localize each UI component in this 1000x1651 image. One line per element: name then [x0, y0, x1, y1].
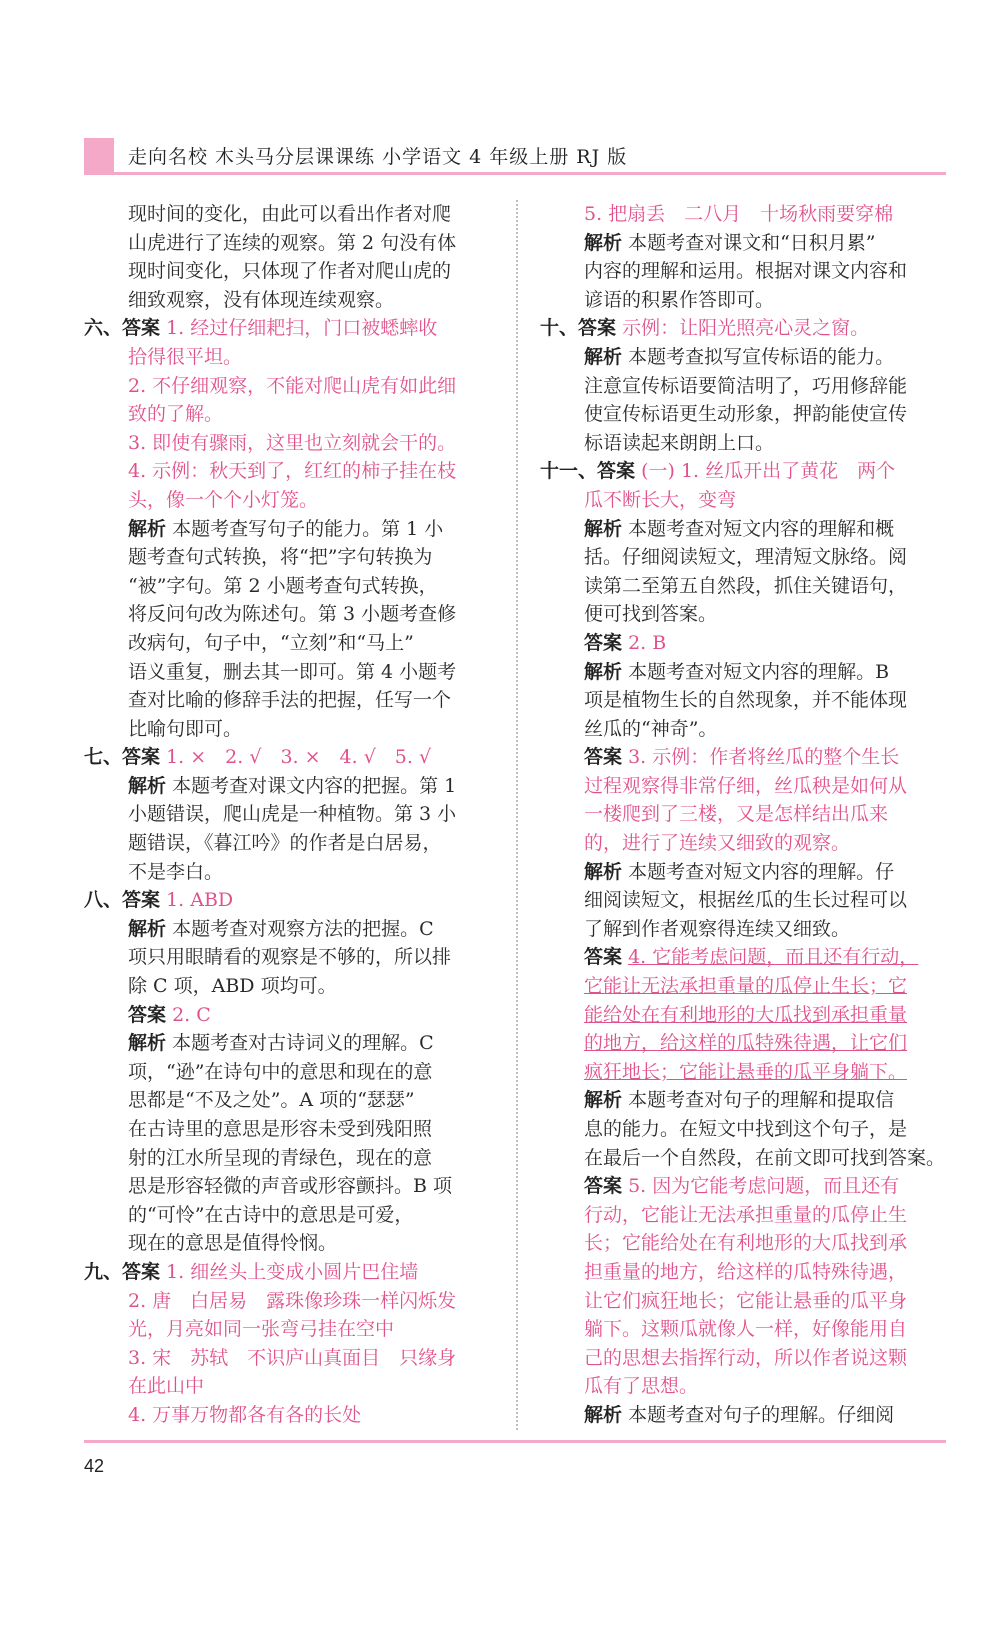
text-line: [84, 286, 494, 315]
text-line: [540, 858, 950, 887]
answer-text: 5. 把扇丢 二八月 十场秋雨要穿棉: [584, 203, 894, 225]
answer-text: 瓜有了思想。: [584, 1375, 699, 1398]
line-text: 题考查句式转换，将“把”字句转换为: [128, 546, 433, 569]
text-line: [84, 429, 494, 458]
answer-text: 它能让无法承担重量的瓜停止生长；它: [584, 975, 908, 998]
text-line: [540, 915, 950, 944]
analysis-label: 解析: [128, 917, 167, 940]
text-line: [540, 457, 950, 486]
section-number: 八、: [84, 889, 123, 912]
column-divider: [516, 200, 518, 1430]
text-line: [84, 1401, 494, 1430]
text-line: [540, 372, 950, 401]
answer-label: 答案: [122, 746, 161, 769]
line-text: 小题错误，爬山虎是一种植物。第 3 小: [128, 803, 457, 826]
analysis-label: 解析: [584, 860, 623, 883]
line-text: 项只用眼睛看的观察是不够的，所以排: [128, 946, 452, 969]
answer-text: 让它们疯狂地长；它能让悬垂的瓜平身: [584, 1289, 908, 1312]
text-line: [540, 515, 950, 544]
answer-text: 疯狂地长；它能让悬垂的瓜平身躺下。: [584, 1060, 908, 1083]
answer-text: 致的了解。: [128, 403, 224, 426]
text-line: [84, 543, 494, 572]
text-line: [84, 829, 494, 858]
line-text: 现在的意思是值得怜悯。: [128, 1232, 338, 1255]
line-text: 谚语的积累作答即可。: [584, 288, 775, 311]
analysis-text: 本题考查写句子的能力。第 1 小: [172, 517, 444, 540]
section-number: 十、: [540, 317, 579, 340]
answer-text: 光，月亮如同一张弯弓挂在空中: [128, 1318, 395, 1341]
text-line: [540, 829, 950, 858]
answer-label: 答案: [122, 889, 161, 912]
text-line: [84, 915, 494, 944]
analysis-label: 解析: [584, 345, 623, 368]
line-text: 括。仔细阅读短文，理清短文脉络。阅: [584, 546, 908, 569]
line-text: 项是植物生长的自然现象，并不能体现: [584, 689, 908, 712]
answer-text: 1. 细丝头上变成小圆片巴住墙: [166, 1260, 419, 1283]
analysis-label: 解析: [584, 660, 623, 683]
answer-text: 1. ABD: [166, 889, 234, 912]
running-header: [84, 138, 946, 174]
text-line: [84, 658, 494, 687]
text-line: [84, 572, 494, 601]
text-line: [84, 515, 494, 544]
answer-text: 担重量的地方，给这样的瓜特殊待遇，: [584, 1260, 908, 1283]
text-line: [84, 1058, 494, 1087]
answer-label: 答案: [122, 317, 161, 340]
line-text: 现时间的变化，由此可以看出作者对爬: [128, 203, 452, 225]
text-line: [84, 743, 494, 772]
line-text: 使宣传标语更生动形象，押韵能使宣传: [584, 403, 908, 426]
text-line: [540, 1058, 950, 1087]
text-line: [84, 686, 494, 715]
line-text: 比喻句即可。: [128, 717, 243, 740]
text-line: [540, 1144, 950, 1173]
line-text: 思都是“不及之处”。A 项的“瑟瑟”: [128, 1089, 415, 1112]
text-line: [540, 1258, 950, 1287]
answer-text: 的地方，给这样的瓜特殊待遇，让它们: [584, 1032, 908, 1055]
answer-text: 己的思想去指挥行动，所以作者说这颗: [584, 1346, 908, 1369]
right-column: [540, 200, 950, 1430]
section-number: 十一、: [540, 460, 598, 483]
analysis-text: 本题考查对古诗词义的理解。C: [172, 1032, 434, 1055]
answer-text: 3. 示例：作者将丝瓜的整个生长: [628, 746, 900, 769]
text-line: [84, 1001, 494, 1030]
text-line: [540, 772, 950, 801]
answer-text: 头，像一个个小灯笼。: [128, 488, 319, 511]
analysis-text: 本题考查对课文和“日积月累”: [628, 231, 876, 254]
text-line: [84, 1201, 494, 1230]
answer-text: 能给处在有利地形的大瓜找到承担重量: [584, 1003, 908, 1026]
text-line: [84, 257, 494, 286]
line-text: 在最后一个自然段，在前文即可找到答案。: [584, 1146, 946, 1169]
line-text: 便可找到答案。: [584, 603, 718, 626]
answer-text: 躺下。这颗瓜就像人一样，好像能用自: [584, 1318, 908, 1341]
answer-text: 长；它能给处在有利地形的大瓜找到承: [584, 1232, 908, 1255]
analysis-label: 解析: [128, 1032, 167, 1055]
analysis-label: 解析: [584, 1089, 623, 1112]
line-text: 的“可怜”在古诗中的意思是可爱，: [128, 1203, 414, 1226]
answer-label: 答案: [584, 1175, 623, 1198]
section-number: 七、: [84, 746, 123, 769]
answer-label: 答案: [584, 746, 623, 769]
answer-label: 答案: [578, 317, 617, 340]
text-line: [540, 1315, 950, 1344]
text-line: [540, 1229, 950, 1258]
line-text: 山虎进行了连续的观察。第 2 句没有体: [128, 231, 457, 254]
line-text: 息的能力。在短文中找到这个句子，是: [584, 1118, 908, 1140]
left-column: [84, 200, 494, 1430]
answer-text: 过程观察得非常仔细，丝瓜秧是如何从: [584, 774, 908, 797]
line-text: 了解到作者观察得连续又细致。: [584, 917, 851, 940]
answer-text: 的，进行了连续又细致的观察。: [584, 832, 851, 855]
answer-text: 5. 因为它能考虑问题，而且还有: [628, 1175, 900, 1198]
text-line: [84, 1258, 494, 1287]
line-text: 项，“逊”在诗句中的意思和现在的意: [128, 1060, 433, 1083]
text-line: [540, 400, 950, 429]
line-text: 读第二至第五自然段，抓住关键语句，: [584, 574, 908, 597]
analysis-label: 解析: [584, 231, 623, 254]
text-line: [84, 314, 494, 343]
text-line: [84, 943, 494, 972]
answer-text: 2. C: [172, 1003, 211, 1026]
answer-text: 1. × 2. √ 3. × 4. √ 5. √: [166, 746, 432, 769]
text-line: [84, 343, 494, 372]
text-line: [540, 1401, 950, 1430]
text-line: [84, 1172, 494, 1201]
page-number: 42: [84, 1456, 105, 1476]
answer-text: 拾得很平坦。: [128, 345, 243, 368]
line-text: 丝瓜的“神奇”。: [584, 717, 718, 740]
line-text: 在古诗里的意思是形容未受到残阳照: [128, 1118, 433, 1140]
text-line: [540, 1115, 950, 1144]
text-line: [540, 715, 950, 744]
line-text: 题错误，《暮江吟》的作者是白居易，: [128, 832, 442, 855]
analysis-text: 本题考查拟写宣传标语的能力。: [628, 345, 895, 368]
analysis-label: 解析: [584, 1403, 623, 1426]
header-rule: [84, 172, 946, 175]
analysis-text: 本题考查对观察方法的把握。C: [172, 917, 434, 940]
text-line: [540, 200, 950, 229]
analysis-label: 解析: [128, 517, 167, 540]
answer-text: 4. 万事万物都各有各的长处: [128, 1403, 362, 1426]
answer-text: 3. 即使有骤雨，这里也立刻就会干的。: [128, 431, 457, 454]
analysis-text: 本题考查对句子的理解和提取信: [628, 1089, 895, 1112]
analysis-label: 解析: [584, 517, 623, 540]
text-line: [540, 543, 950, 572]
analysis-label: 解析: [128, 774, 167, 797]
text-line: [540, 229, 950, 258]
line-text: 细阅读短文，根据丝瓜的生长过程可以: [584, 889, 908, 912]
analysis-text: 本题考查对短文内容的理解。仔: [628, 860, 895, 883]
text-line: [540, 972, 950, 1001]
text-line: [540, 600, 950, 629]
answer-text: 2. 不仔细观察，不能对爬山虎有如此细: [128, 374, 457, 397]
header-title: 走向名校 木头马分层课课练 小学语文 4 年级上册 RJ 版: [128, 146, 628, 168]
text-line: [84, 1029, 494, 1058]
text-line: [540, 886, 950, 915]
line-text: 语义重复，删去其一即可。第 4 小题考: [128, 660, 457, 683]
text-line: [84, 229, 494, 258]
answer-text: 行动，它能让无法承担重量的瓜停止生: [584, 1203, 908, 1226]
text-line: [540, 1172, 950, 1201]
text-line: [540, 1201, 950, 1230]
text-line: [84, 1144, 494, 1173]
text-line: [84, 1372, 494, 1401]
text-line: [84, 715, 494, 744]
answer-label: 答案: [128, 1003, 167, 1026]
text-line: [84, 1287, 494, 1316]
text-line: [540, 1344, 950, 1373]
header-color-block: [84, 138, 114, 172]
answer-text: 3. 宋 苏轼 不识庐山真面目 只缘身: [128, 1346, 457, 1369]
line-text: 改病句，句子中，“立刻”和“马上”: [128, 631, 414, 654]
text-line: [540, 257, 950, 286]
text-line: [540, 429, 950, 458]
text-line: [540, 1029, 950, 1058]
text-line: [540, 286, 950, 315]
line-text: 射的江水所呈现的青绿色，现在的意: [128, 1146, 433, 1169]
answer-text: 2. 唐 白居易 露珠像珍珠一样闪烁发: [128, 1289, 457, 1312]
answer-text: 瓜不断长大，变弯: [584, 488, 737, 511]
text-line: [84, 800, 494, 829]
text-line: [84, 886, 494, 915]
text-line: [540, 343, 950, 372]
text-line: [540, 1372, 950, 1401]
text-line: [84, 486, 494, 515]
answer-text: 1. 经过仔细耙扫，门口被蟋蟀收: [166, 317, 438, 340]
line-text: 细致观察，没有体现连续观察。: [128, 288, 395, 311]
text-line: [84, 400, 494, 429]
section-number: 六、: [84, 317, 123, 340]
text-line: [84, 1344, 494, 1373]
text-line: [84, 1315, 494, 1344]
answer-text: 2. B: [628, 631, 667, 654]
text-line: [84, 858, 494, 887]
text-line: [540, 686, 950, 715]
answer-label: 答案: [584, 946, 623, 969]
text-line: [540, 800, 950, 829]
line-text: 标语读起来朗朗上口。: [584, 431, 775, 454]
text-line: [84, 772, 494, 801]
text-line: [84, 972, 494, 1001]
answer-text: 示例：让阳光照亮心灵之窗。: [622, 317, 870, 340]
answer-text: 在此山中: [128, 1375, 205, 1398]
text-line: [540, 1287, 950, 1316]
line-text: 现时间变化，只体现了作者对爬山虎的: [128, 260, 452, 283]
analysis-text: 本题考查对短文内容的理解。B: [628, 660, 890, 683]
footer-rule: [84, 1440, 946, 1443]
text-line: [540, 572, 950, 601]
text-line: [84, 1086, 494, 1115]
answer-text: 4. 它能考虑问题，而且还有行动，: [628, 946, 919, 969]
text-line: [84, 1229, 494, 1258]
text-line: [540, 943, 950, 972]
line-text: 注意宣传标语要简洁明了，巧用修辞能: [584, 374, 908, 397]
line-text: 除 C 项，ABD 项均可。: [128, 975, 337, 998]
text-line: [540, 314, 950, 343]
answer-label: 答案: [584, 631, 623, 654]
text-line: [540, 658, 950, 687]
text-line: [540, 1086, 950, 1115]
text-line: [84, 457, 494, 486]
analysis-text: 本题考查对短文内容的理解和概: [628, 517, 895, 540]
line-text: 查对比喻的修辞手法的把握，任写一个: [128, 689, 452, 712]
line-text: “被”字句。第 2 小题考查句式转换，: [128, 574, 438, 597]
answer-label: 答案: [597, 460, 636, 483]
line-text: 不是李白。: [128, 860, 224, 883]
section-number: 九、: [84, 1260, 123, 1283]
line-text: 思是形容轻微的声音或形容颤抖。B 项: [128, 1175, 453, 1198]
text-line: [540, 1001, 950, 1030]
answer-text: 4. 示例：秋天到了，红红的柿子挂在枝: [128, 460, 457, 483]
text-line: [84, 600, 494, 629]
answer-text: 一楼爬到了三楼，又是怎样结出瓜来: [584, 803, 889, 826]
text-line: [540, 743, 950, 772]
answer-label: 答案: [122, 1260, 161, 1283]
text-line: [540, 486, 950, 515]
text-line: [84, 1115, 494, 1144]
line-text: 将反问句改为陈述句。第 3 小题考查修: [128, 603, 457, 626]
text-line: [540, 629, 950, 658]
text-line: [84, 629, 494, 658]
analysis-text: 本题考查对句子的理解。仔细阅: [628, 1403, 895, 1426]
analysis-text: 本题考查对课文内容的把握。第 1: [172, 774, 457, 797]
line-text: 内容的理解和运用。根据对课文内容和: [584, 260, 908, 283]
answer-text: (一) 1. 丝瓜开出了黄花 两个: [641, 460, 896, 483]
text-line: [84, 200, 494, 229]
text-line: [84, 372, 494, 401]
